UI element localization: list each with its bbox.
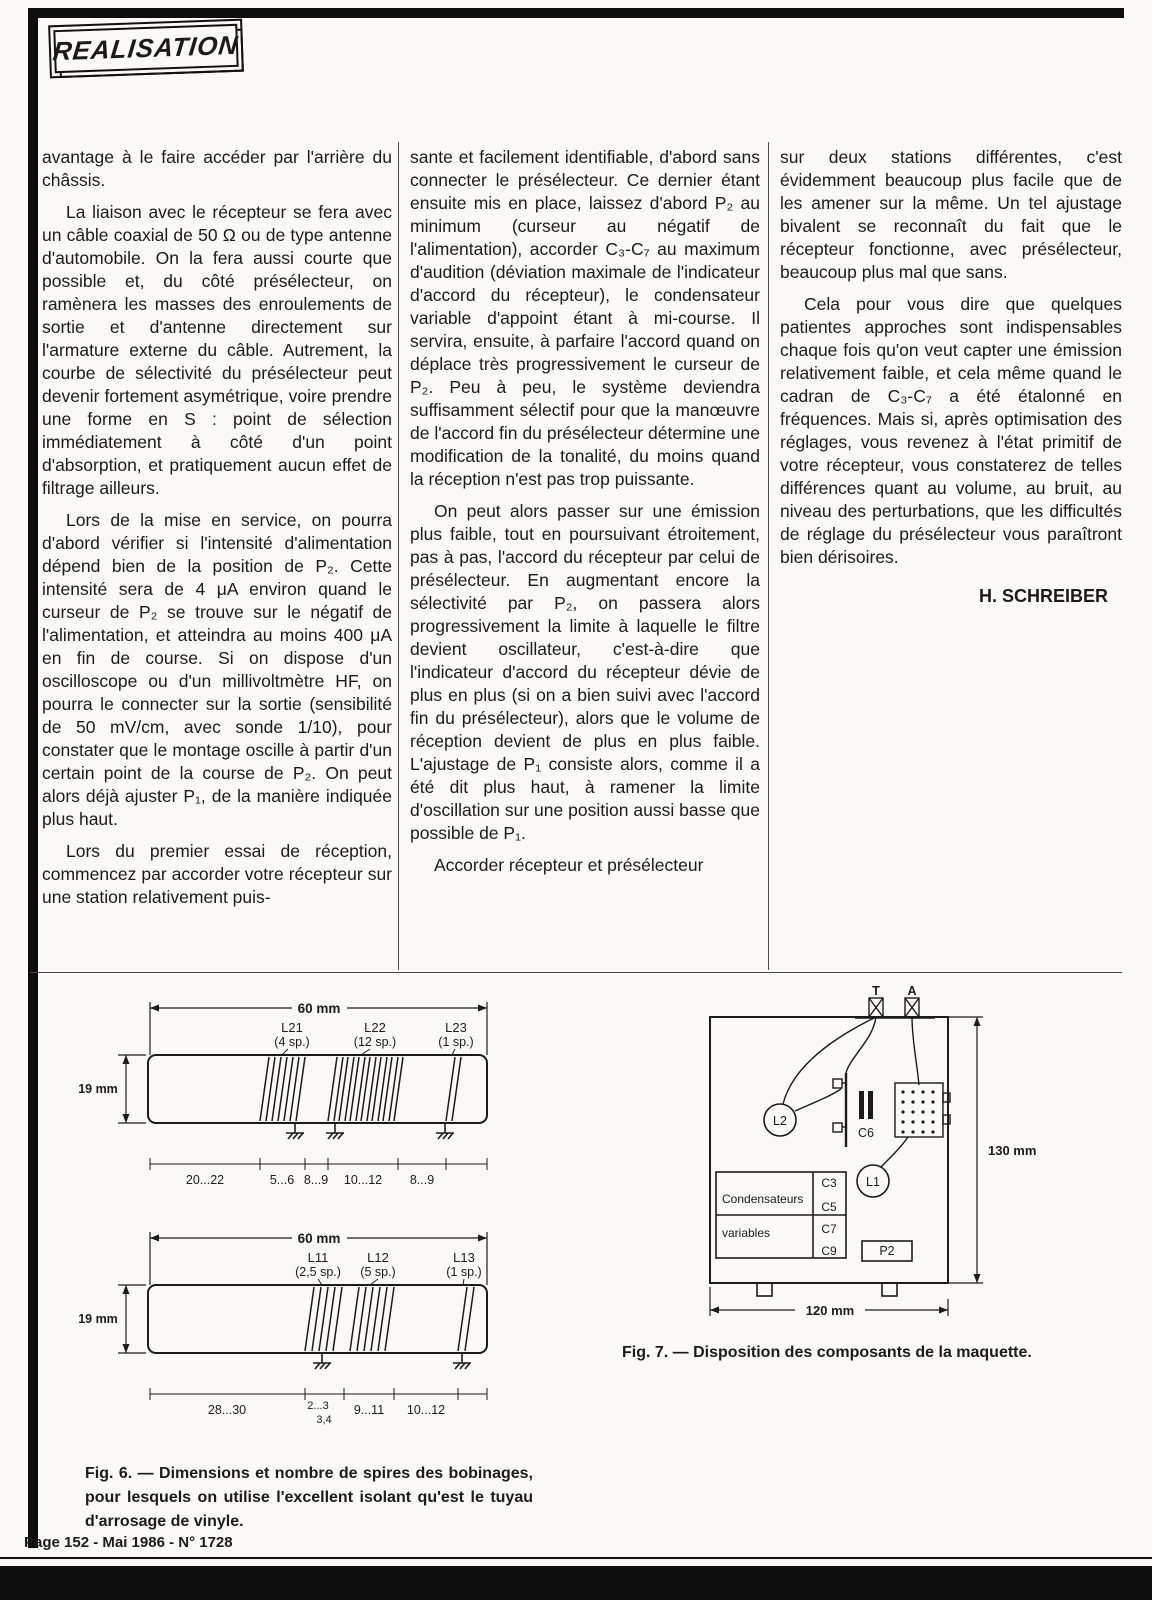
paragraph: La liaison avec le récepteur se fera avec un câble coaxial de 50 Ω ou de type antenne d'automobile. On la fera aussi courte que possible et, du côté présélecteur, on ramènera les masses des enroulements de sortie et d'antenne directement sur l'armature externe du câble. Autrement, la courbe de sélectivité du présélecteur peut devenir fortement asymétrique, voire prendre une forme en S : point de sélection immédiatement à côté d'un point d'absorption, et pratiquement aucun effet de filtrage ailleurs. — [42, 202, 392, 498]
fig6-top-coil-former — [148, 1055, 487, 1123]
fig7-mounting-feet — [757, 1283, 897, 1296]
page-footer: Page 152 - Mai 1986 - N° 1728 — [24, 1534, 233, 1551]
fig7-terminal-a-label: A — [907, 985, 917, 998]
fig7-block-line1: Condensateurs — [722, 1192, 804, 1206]
fig6-bottom-coil3-name: L13 — [453, 1250, 475, 1265]
fig7-height-dimension — [948, 1017, 983, 1283]
fig6-top-coil3-name: L23 — [445, 1020, 467, 1035]
author-byline: H. SCHREIBER — [978, 586, 1108, 606]
fig6-bottom-coil1-turns: (2,5 sp.) — [295, 1265, 341, 1279]
fig6-top-coil2-name: L22 — [364, 1020, 386, 1035]
fig6-top-dim1: 20...22 — [185, 1173, 225, 1187]
column-divider — [768, 142, 769, 970]
fig6-bottom-dim1: 28...30 — [207, 1403, 247, 1417]
fig7-terminal-bolts — [855, 998, 935, 1018]
fig6-bottom-windings — [305, 1287, 474, 1351]
fig7-caption: Fig. 7. — Disposition des composants de la maquette. — [622, 1344, 1032, 1361]
paragraph: sante et facilement identifiable, d'abord sans connecter le présélecteur. Ce dernier étant ensuite mis en place, laissez d'abord P₂ au minimum (curseur au négatif de l'alimentation), accorder C₃-C₇ au maximum d'audition (déviation maximale de l'indicateur d'accord du récepteur), le condensateur variable d'appoint étant à mi-course. Il servira, ensuite, à parfaire l'accord quand on déplace très progressivement le curseur de P₂. Peu à peu, le système deviendra suffisamment sélectif pour que la manœuvre de l'accord fin du présélecteur détermine une modification de la tonalité, du moins quand la réception n'est pas trop puissante. — [410, 147, 760, 489]
fig7-c9-label: C9 — [821, 1244, 837, 1258]
fig6-bottom-dim3: 3,4 — [316, 1414, 332, 1426]
fig6-top-coil3-turns: (1 sp.) — [438, 1035, 474, 1049]
article-column-1 — [42, 146, 392, 918]
fig6-top-dim3: 8...9 — [303, 1173, 329, 1187]
footer-rule — [0, 1557, 1152, 1559]
fig6-top-windings — [260, 1057, 461, 1121]
fig6-bottom-width-label: 60 mm — [297, 1231, 341, 1246]
fig6-top-coil2-turns: (12 sp.) — [353, 1035, 397, 1049]
paragraph: Lors du premier essai de réception, commencez par accorder votre récepteur sur une station relativement puis- — [42, 841, 392, 907]
fig7-p2-label: P2 — [879, 1244, 895, 1258]
fig6-top-dim2: 5...6 — [269, 1173, 295, 1187]
fig7-l1-label: L1 — [866, 1175, 880, 1189]
fig7-capacitor-c6 — [859, 1091, 873, 1119]
fig6-top-height-label: 19 mm — [78, 1082, 118, 1096]
fig6-bottom-ground-symbols — [313, 1353, 471, 1369]
top-rule — [28, 8, 1124, 18]
fig7-height-label: 130 mm — [988, 1143, 1037, 1158]
fig7-c6-label: C6 — [858, 1126, 874, 1140]
fig6-bottom-height-dimension — [118, 1285, 146, 1353]
column-divider — [398, 142, 399, 970]
paragraph: Lors de la mise en service, on pourra d'abord vérifier si l'intensité d'alimentation dépend bien de la position de P₂. Cette intensité sera de 4 μA environ quand le curseur de P₂ se trouve sur le négatif de l'alimentation, et atteindra au moins 400 μA en fin de course. Si on dispose d'un oscilloscope ou d'un millivoltmètre HF, on pourra le connecter sur la sortie (sensibilité de 50 mV/cm, avec sonde 1/10), pour constater que le montage oscille à partir d'un certain point de la course de P₂. On peut alors déjà ajuster P₁, de la manière indiquée plus haut. — [42, 510, 392, 829]
fig6-top-coil1-turns: (4 sp.) — [274, 1035, 310, 1049]
article-column-3 — [780, 146, 1122, 617]
fig6-coil-diagram — [60, 992, 600, 1440]
fig6-bottom-spacing-dimension — [150, 1388, 487, 1400]
fig6-top-dim4: 10...12 — [343, 1173, 383, 1187]
logo-text: REALISATION — [51, 29, 241, 67]
fig7-c5-label: C5 — [821, 1200, 837, 1214]
fig6-top-dim5: 8...9 — [409, 1173, 435, 1187]
fig7-c3-label: C3 — [821, 1176, 837, 1190]
paragraph: Accorder récepteur et présélecteur — [434, 855, 704, 875]
fig6-bottom-dim2: 2...3 — [307, 1400, 329, 1412]
fig7-width-label: 120 mm — [805, 1303, 855, 1318]
fig6-bottom-coil2-name: L12 — [367, 1250, 389, 1265]
fig7-wires — [783, 1017, 919, 1167]
fig6-bottom-coil2-turns: (5 sp.) — [360, 1265, 396, 1279]
fig6-top-coil1-name: L21 — [281, 1020, 303, 1035]
fig6-bottom-dim5: 10...12 — [406, 1403, 446, 1417]
realisation-logo — [51, 24, 241, 73]
fig6-top-ground-symbols — [286, 1123, 454, 1139]
fig7-l2-label: L2 — [773, 1114, 787, 1128]
fig6-bottom-coil-former — [148, 1285, 487, 1353]
fig7-block-line2: variables — [722, 1226, 771, 1240]
fig7-trimmer-bracket — [833, 1073, 846, 1147]
paragraph: On peut alors passer sur une émission plus faible, tout en poursuivant étroitement, pas à pas, l'accord du récepteur par celui de présélecteur. En augmentant encore la sélectivité par P₂, on passera alors progressivement la limite à laquelle le filtre devient oscillateur, c'est-à-dire que l'indicateur d'accord du récepteur dévie de plus en plus (si on a bien suivi avec l'accord fin du présélecteur), alors que le volume de réception devient de plus en plus faible. L'ajustage de P₁ consiste alors, comme il a été dit plus haut, à ramener la limite d'oscillation sur une position aussi basse que possible de P₁. — [410, 501, 760, 843]
fig7-layout-diagram — [645, 985, 1105, 1335]
fig6-top-height-dimension — [118, 1055, 146, 1123]
paragraph: sur deux stations différentes, c'est évidemment beaucoup plus facile que de les amener sur la même. Un tel ajustage bivalent se reconnaît du fait que le récepteur fonctionne, avec présélecteur, beaucoup plus mal que sans. — [780, 147, 1122, 282]
paragraph: avantage à le faire accéder par l'arrière du châssis. — [42, 147, 392, 190]
fig6-bottom-dim4: 9...11 — [353, 1403, 385, 1417]
article-column-2 — [410, 146, 760, 886]
fig6-caption: Fig. 6. — Dimensions et nombre de spires des bobinages, pour lesquels on utilise l'excellent isolant qu'est le tuyau d'arrosage de vinyle. — [85, 1465, 533, 1530]
section-divider — [30, 972, 1122, 973]
fig7-perfboard-dots — [901, 1090, 934, 1133]
bottom-rule — [0, 1566, 1152, 1600]
fig6-bottom-coil1-name: L11 — [307, 1250, 329, 1265]
fig6-top-width-label: 60 mm — [297, 1001, 341, 1016]
fig6-bottom-coil3-turns: (1 sp.) — [446, 1265, 482, 1279]
left-rule — [28, 8, 38, 1548]
paragraph: Cela pour vous dire que quelques patientes approches sont indispensables chaque fois qu'on veut capter une émission relativement faible, et cela même quand le cadran de C₃-C₇ a été étalonné en fréquences. Mais si, après optimisation des réglages, vous revenez à l'état primitif de votre récepteur, vous constaterez de telles différences quant au volume, au bruit, au niveau des perturbations, que les difficultés de réglage du présélecteur vous paraîtront bien dérisoires. — [780, 294, 1122, 567]
fig7-c7-label: C7 — [821, 1222, 837, 1236]
fig7-terminal-t-label: T — [872, 985, 880, 998]
fig6-bottom-height-label: 19 mm — [78, 1312, 118, 1326]
fig6-top-spacing-dimension — [150, 1158, 487, 1170]
